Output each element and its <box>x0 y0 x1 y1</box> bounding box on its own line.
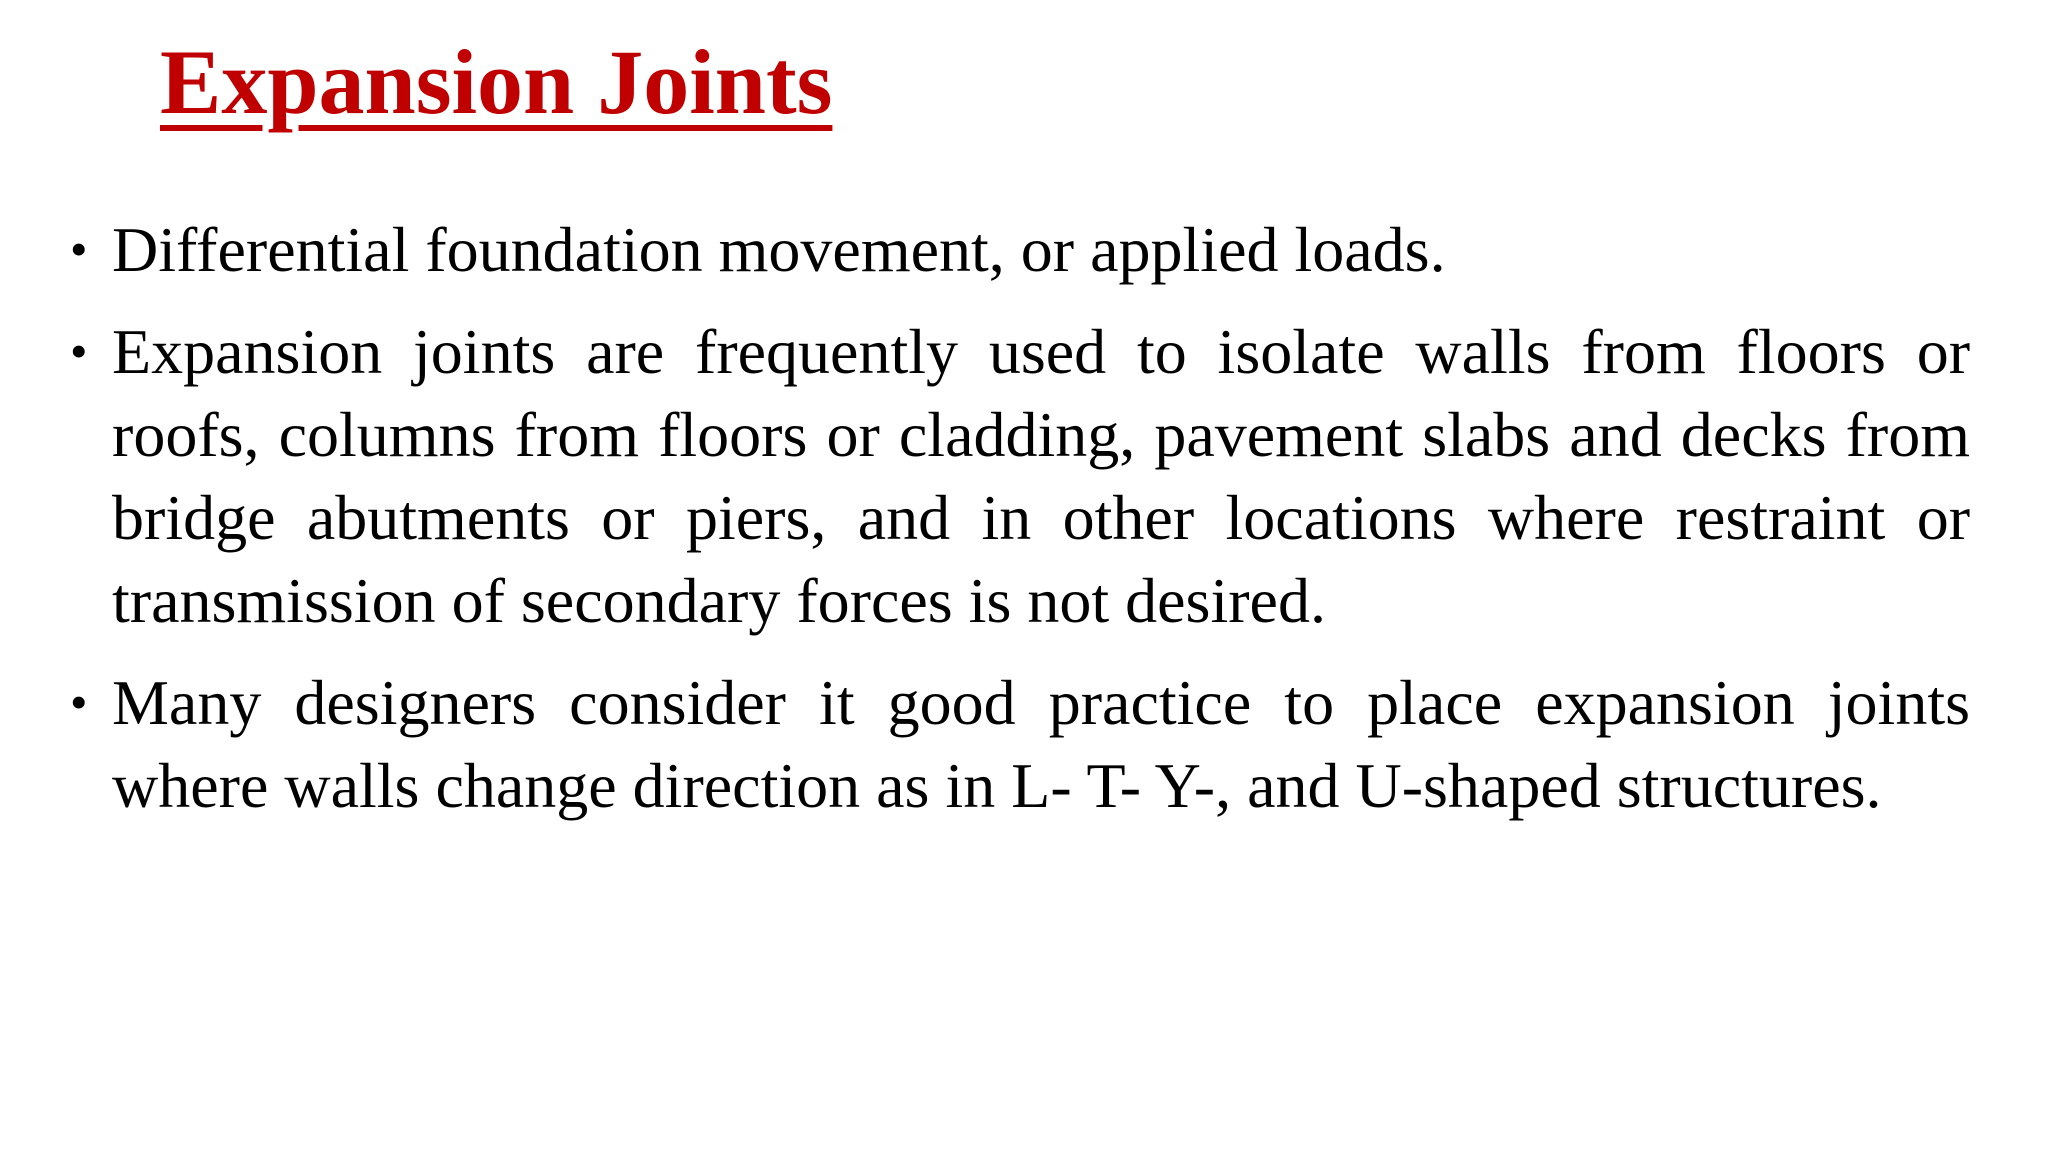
bullet-dot-icon: • <box>70 674 88 730</box>
bullet-text: Expansion joints are frequently used to isolate walls from floors or roofs, columns from floors or cladding, pavement slabs and decks from bridge abutments or piers, and in other locations where restraint or transmission of secondary forces is not desired. <box>112 316 1970 636</box>
bullet-dot-icon: • <box>70 221 88 277</box>
slide-title: Expansion Joints <box>160 31 833 133</box>
bullet-item-foundation-movement <box>70 208 1970 291</box>
bullet-item-wall-direction <box>70 661 1970 827</box>
bullet-text: Differential foundation movement, or applied loads. <box>112 214 1446 285</box>
bullet-dot-icon: • <box>70 323 88 379</box>
bullet-list <box>70 208 1970 846</box>
bullet-text: Many designers consider it good practice to place expansion joints where walls change direction as in L- T- Y-, and U-shaped structures. <box>112 667 1970 821</box>
bullet-item-isolation-uses <box>70 310 1970 642</box>
